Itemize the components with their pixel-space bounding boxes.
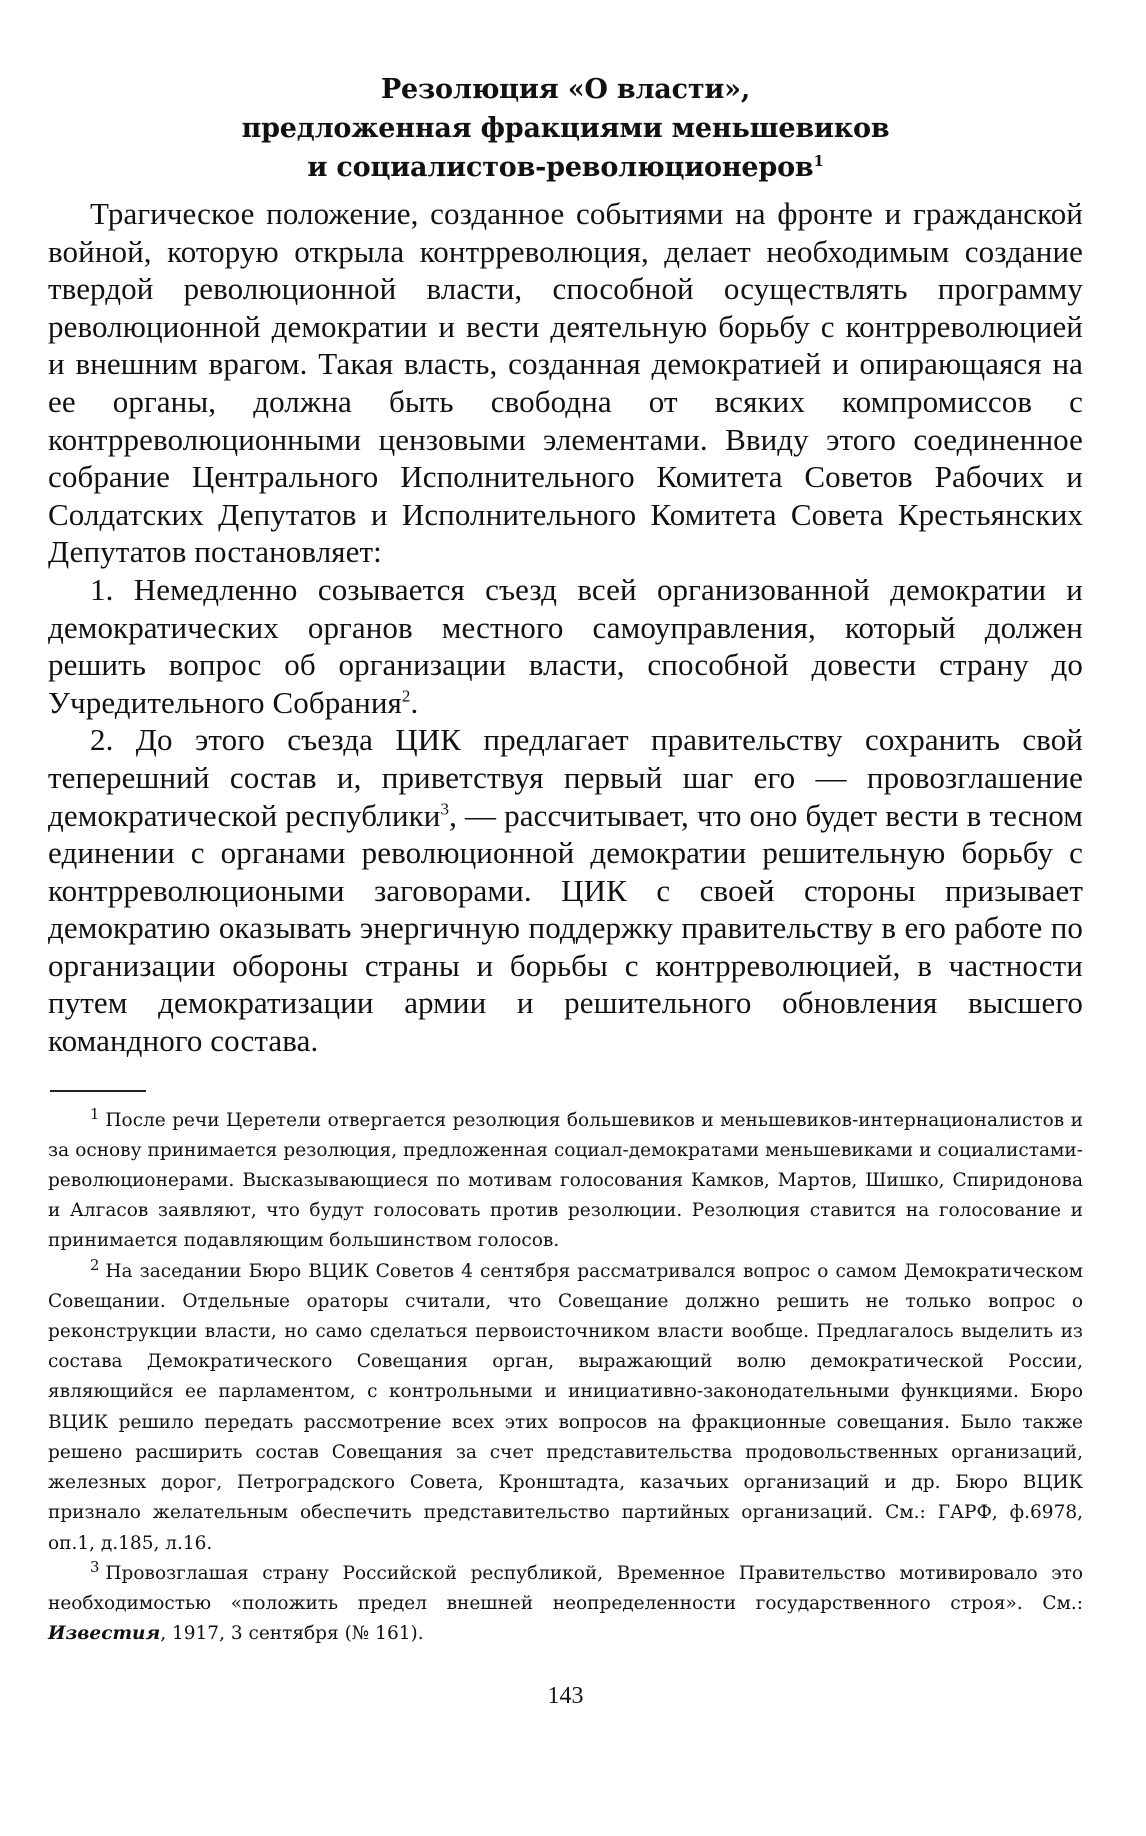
title-line-1: Резолюция «О власти», <box>380 74 751 105</box>
footnote-3 <box>48 1559 1083 1650</box>
point-2-footnote-ref[interactable]: 3 <box>440 799 450 819</box>
footnote-2-number: 2 <box>90 1256 100 1274</box>
footnote-1-number: 1 <box>90 1105 100 1123</box>
footnote-1 <box>48 1106 1083 1257</box>
footnotes <box>48 1106 1083 1650</box>
footnote-2-text: На заседании Бюро ВЦИК Советов 4 сентября рассматривался вопрос о самом Демократическом Совещании. Отдельные ораторы считали, что Совещание должно решить не только вопрос о реконструкции власти, но само сделаться первоисточником власти вообще. Предлагалось выделить из состава Демократического Совещания орган, выражающий волю демократической России, являющийся ее парламентом, с контрольными и инициативно-законодательными функциями. Бюро ВЦИК решило передать рассмотрение всех этих вопросов на фракционные совещания. Было также решено расширить состав Совещания за счет представительства продовольственных организаций, железных дорог, Петроградского Совета, Кронштадта, казачьих организаций и др. Бюро ВЦИК признало желательным обеспечить представительство партийных организаций. См.: ГАРФ, ф.6978, оп.1, д.185, л.16. <box>48 1260 1083 1554</box>
point-2-text-a: 2. До этого съезда ЦИК предлагает правительству сохранить свой теперешний состав и, приветствуя первый шаг его — провозглашение демократической республики <box>48 722 1083 833</box>
footnote-1-text: После речи Церетели отвергается резолюция большевиков и меньшевиков-интернационалистов и за основу принимается резолюция, предложенная социал-демократами меньшевиками и социалистами-революционерами. Высказывающиеся по мотивам голосования Камков, Мартов, Шишко, Спиридонова и Алгасов заявляют, что будут голосовать против резолюции. Резолюция ставится на голосование и принимается подавляющим большинством голосов. <box>48 1109 1083 1252</box>
footnote-3-source: Известия <box>48 1623 161 1645</box>
title-footnote-ref[interactable]: 1 <box>813 152 824 170</box>
document-page <box>48 70 1083 1710</box>
paragraph-point-2 <box>48 721 1083 1059</box>
resolution-title <box>48 70 1083 187</box>
footnote-3-text-a: Провозглашая страну Российской республикой, Временное Правительство мотивировало это необходимостью «положить предел внешней неопределенности государственного строя». См.: <box>48 1562 1083 1614</box>
resolution-body <box>48 195 1083 1060</box>
title-line-3 <box>48 148 1083 187</box>
paragraph-intro: Трагическое положение, созданное событиями на фронте и гражданской войной, которую открыла контрреволюция, делает необходимым создание твердой революционной власти, способной осуществлять программу революционной демократии и вести деятельную борьбу с контрреволюцией и внешним врагом. Такая власть, созданная демократией и опирающаяся на ее органы, должна быть свободна от всяких компромиссов с контрреволюционными цензовыми элементами. Ввиду этого соединенное собрание Центрального Исполнительного Комитета Советов Рабочих и Солдатских Депутатов и Исполнительного Комитета Совета Крестьянских Депутатов постановляет: <box>48 196 1083 570</box>
point-1-end: . <box>410 684 419 720</box>
footnote-2 <box>48 1257 1083 1559</box>
point-1-text: 1. Немедленно созывается съезд всей организованной демократии и демократических органов местного самоуправления, который должен решить вопрос об организации власти, способной довести страну до Учредительного Собрания <box>48 571 1083 720</box>
title-line-2: предложенная фракциями меньшевиков <box>241 113 890 144</box>
footnote-divider <box>50 1090 146 1092</box>
point-1-footnote-ref[interactable]: 2 <box>401 686 411 706</box>
page-number: 143 <box>547 1683 584 1710</box>
paragraph-point-1 <box>48 571 1083 721</box>
footnote-3-text-b: , 1917, 3 сентября (№ 161). <box>160 1623 424 1645</box>
point-2-text-b: , — рассчитывает, что оно будет вести в тесном единении с органами революционной демократии решительную борьбу с контрреволюциоными заговорами. ЦИК с своей стороны призывает демократию оказывать энергичную поддержку правительству в его работе по организации обороны страны и борьбы с контрреволюцией, в частности путем демократизации армии и решительного обновления высшего командного состава. <box>48 797 1083 1059</box>
title-line-3-text: и социалистов-революционеров <box>307 152 814 183</box>
footnote-3-number: 3 <box>90 1558 100 1576</box>
